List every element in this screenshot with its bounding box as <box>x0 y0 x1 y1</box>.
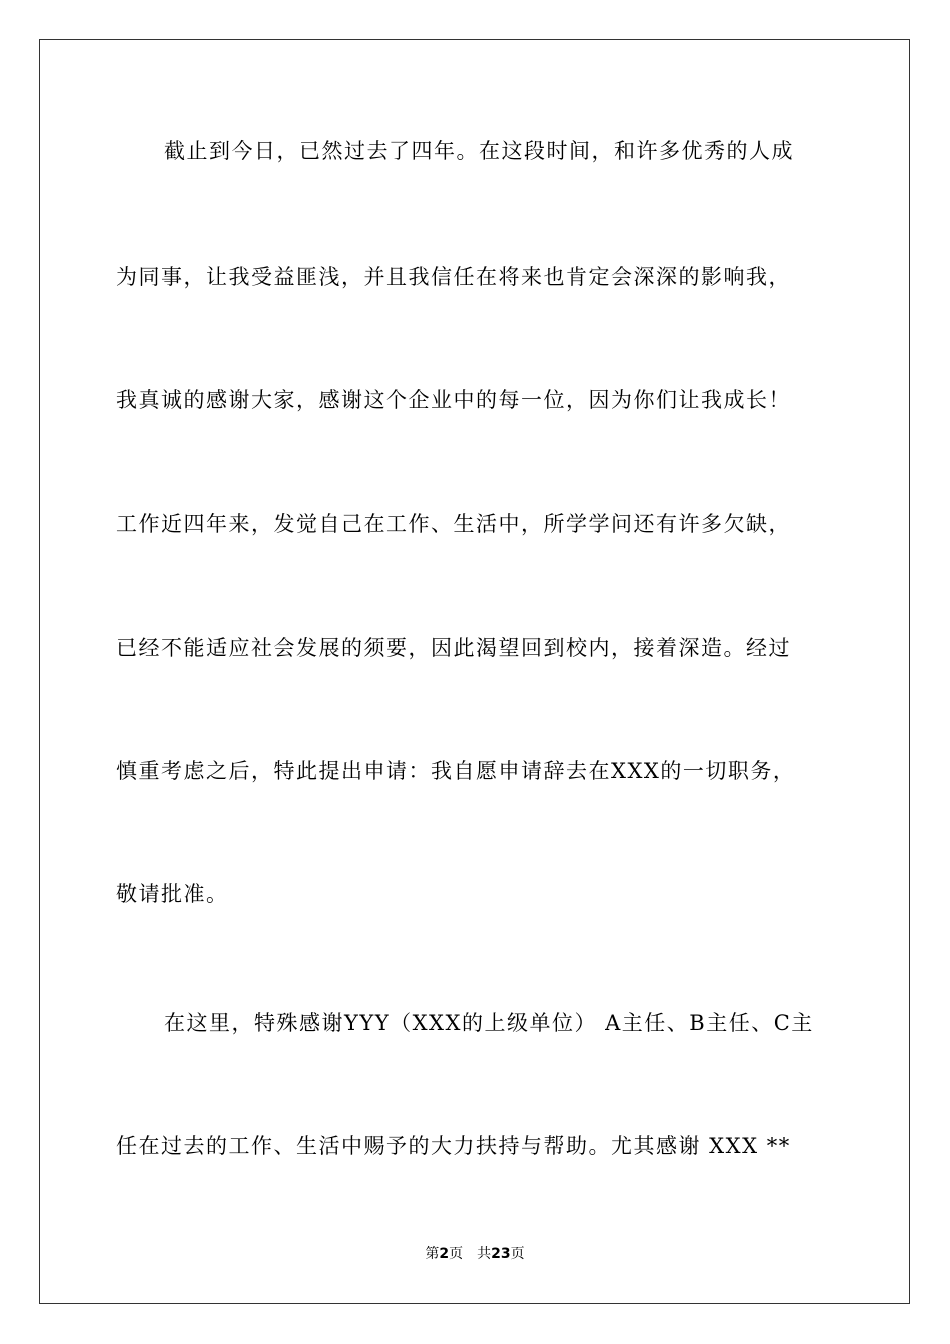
paragraph-1-line-5: 已经不能适应社会发展的须要，因此渴望回到校内，接着深造。经过 <box>116 636 791 660</box>
footer-page-suffix: 页 <box>449 1246 464 1262</box>
paragraph-2-line-1: 在这里，特殊感谢YYY（XXX的上级单位） A主任、B主任、C主 <box>164 1011 814 1035</box>
footer-total-suffix: 页 <box>510 1246 525 1262</box>
footer-total-prefix: 共 <box>477 1246 492 1262</box>
footer-page-number: 2 <box>439 1246 450 1262</box>
paragraph-1-line-6: 慎重考虑之后，特此提出申请：我自愿申请辞去在XXX的一切职务， <box>116 759 796 783</box>
paragraph-1-line-2: 为同事，让我受益匪浅，并且我信任在将来也肯定会深深的影响我， <box>116 265 791 289</box>
footer-page-prefix: 第 <box>425 1246 440 1262</box>
paragraph-2-line-2: 任在过去的工作、生活中赐予的大力扶持与帮助。尤其感谢 XXX ** <box>116 1134 791 1158</box>
page-footer <box>0 1244 950 1264</box>
page-border <box>39 39 910 1304</box>
paragraph-1-line-7: 敬请批准。 <box>116 882 229 906</box>
footer-total-pages: 23 <box>491 1246 511 1262</box>
paragraph-1-line-3: 我真诚的感谢大家，感谢这个企业中的每一位，因为你们让我成长！ <box>116 388 791 412</box>
paragraph-1-line-1: 截止到今日，已然过去了四年。在这段时间，和许多优秀的人成 <box>164 139 794 163</box>
paragraph-1-line-4: 工作近四年来，发觉自己在工作、生活中，所学学问还有许多欠缺， <box>116 512 791 536</box>
